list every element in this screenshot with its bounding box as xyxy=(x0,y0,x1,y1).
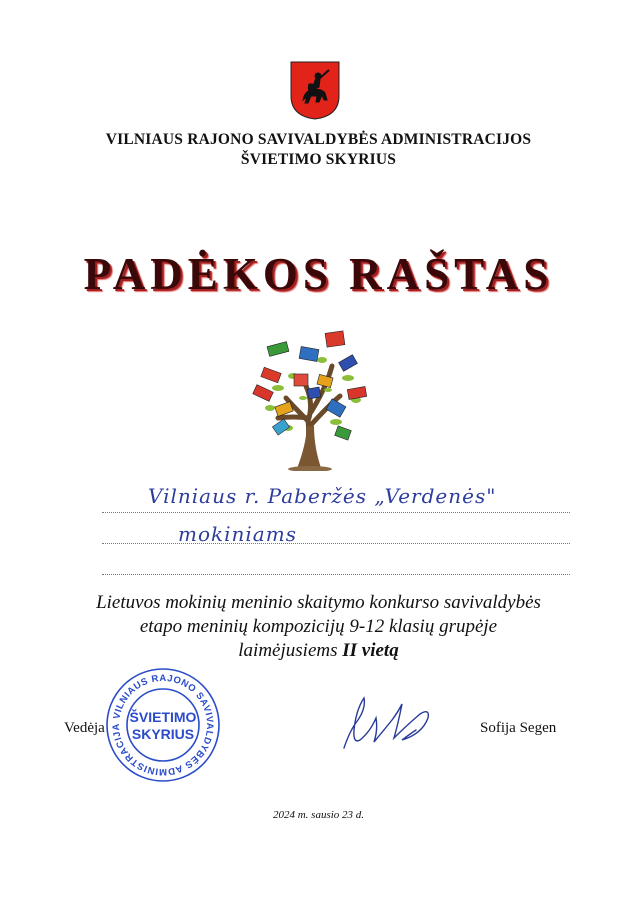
contest-award-prefix: laimėjusiems xyxy=(238,640,343,661)
signatory-name: Sofija Segen xyxy=(480,720,557,736)
organization-name: VILNIAUS RAJONO SAVIVALDYBĖS ADMINISTRACIJOS xyxy=(105,131,532,148)
contest-place: II vietą xyxy=(342,640,399,661)
stamp-center-line-2: SKYRIUS xyxy=(131,726,195,742)
contest-line-2: etapo meninių kompozicijų 9-12 klasių grupėje xyxy=(139,616,498,637)
signatory-role: Vedėja xyxy=(64,720,105,736)
contest-line-1: Lietuvos mokinių meninio skaitymo konkurso savivaldybės xyxy=(96,592,541,613)
coat-of-arms-icon xyxy=(289,60,341,120)
signature-image xyxy=(336,690,436,752)
recipient-line-1 xyxy=(102,512,570,513)
recipient-line-2 xyxy=(102,543,570,544)
department-name: ŠVIETIMO SKYRIUS xyxy=(240,151,397,168)
certificate-title: PADĖKOS RAŠTAS xyxy=(83,249,554,299)
stamp-center-line-1: ŠVIETIMO xyxy=(129,709,197,725)
book-tree-icon xyxy=(248,326,378,471)
contest-line-3 xyxy=(0,640,637,662)
recipient-group: mokiniams xyxy=(178,522,297,546)
recipient-school: Vilniaus r. Paberžės „Verdenės" xyxy=(148,484,497,508)
stamp-ring-text: VILNIAUS RAJONO SAVIVALDYBĖS ADMINISTRACIJA xyxy=(110,672,216,778)
official-stamp xyxy=(104,666,222,784)
recipient-line-3 xyxy=(102,574,570,575)
issue-date: 2024 m. sausio 23 d. xyxy=(272,809,365,821)
